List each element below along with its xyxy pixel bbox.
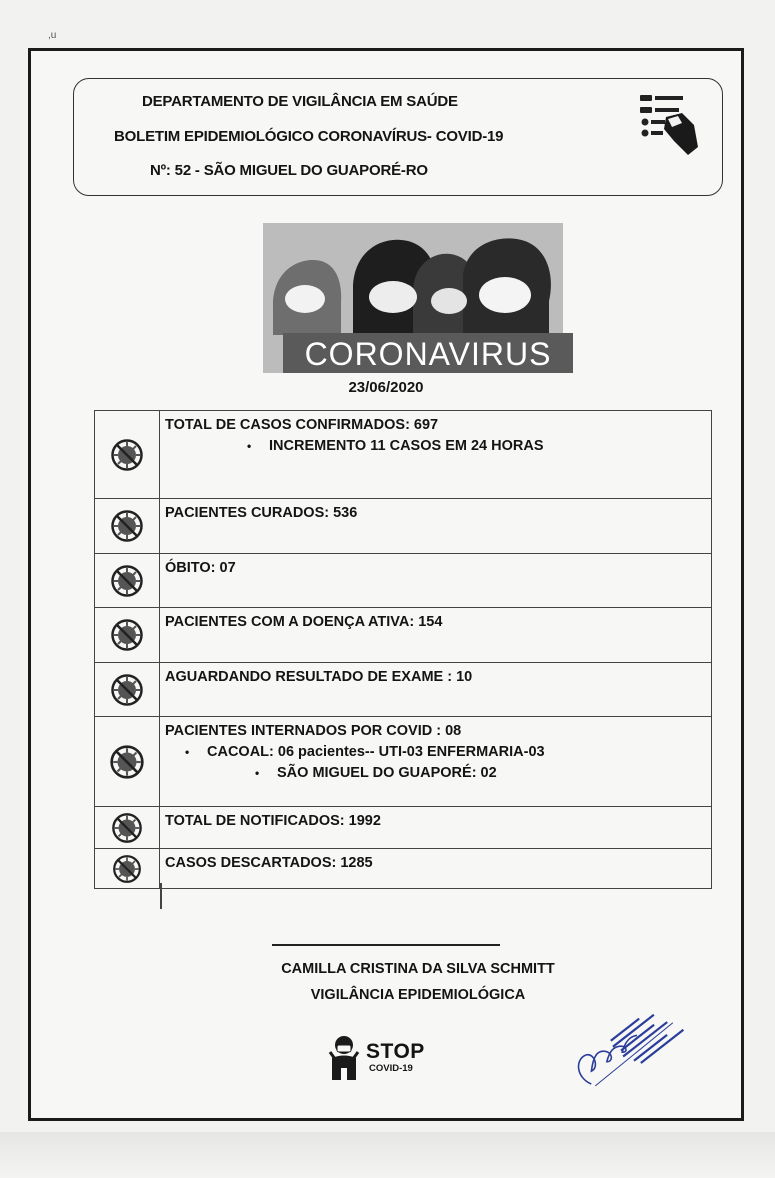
icon-cell — [95, 717, 160, 807]
table-row — [95, 411, 712, 499]
icon-cell — [95, 411, 160, 499]
no-virus-icon — [110, 438, 144, 472]
deaths-cell — [160, 554, 712, 608]
icon-cell — [95, 554, 160, 608]
table-row — [95, 499, 712, 554]
person-mask-icon — [326, 1034, 362, 1082]
bulletin-number: Nº: 52 - SÃO MIGUEL DO GUAPORÉ-RO — [150, 162, 428, 179]
table-row — [95, 807, 712, 849]
signature-line — [272, 944, 500, 946]
statistics-table — [94, 410, 712, 889]
icon-cell — [95, 807, 160, 849]
table-row — [95, 608, 712, 663]
cured-patients: PACIENTES CURADOS: 536 — [165, 505, 358, 521]
icon-cell — [95, 663, 160, 717]
stop-logo-word: STOP — [366, 1040, 425, 1063]
total-notified: TOTAL DE NOTIFICADOS: 1992 — [165, 813, 381, 829]
no-virus-icon — [110, 618, 144, 652]
stop-logo-subtitle: COVID-19 — [369, 1063, 413, 1074]
checklist-icon — [638, 89, 700, 159]
no-virus-icon — [110, 564, 144, 598]
banner-label: CORONAVIRUS — [304, 336, 552, 372]
notified-cell — [160, 807, 712, 849]
bulletin-title: BOLETIM EPIDEMIOLÓGICO CORONAVÍRUS- COVID-19 — [114, 128, 504, 145]
icon-cell — [95, 608, 160, 663]
scan-margin — [0, 1132, 775, 1178]
department-title: DEPARTAMENTO DE VIGILÂNCIA EM SAÚDE — [142, 93, 458, 110]
coronavirus-banner — [243, 215, 573, 373]
hospitalized-local: • SÃO MIGUEL DO GUAPORÉ: 02 — [165, 763, 711, 784]
confirmed-cases: TOTAL DE CASOS CONFIRMADOS: 697 — [165, 417, 439, 433]
pending-exams-cell — [160, 663, 712, 717]
table-row — [95, 663, 712, 717]
table-row — [95, 717, 712, 807]
signatory-name: CAMILLA CRISTINA DA SILVA SCHMITT — [281, 961, 555, 977]
header-box — [73, 78, 723, 196]
table-row — [95, 554, 712, 608]
active-cases: PACIENTES COM A DOENÇA ATIVA: 154 — [165, 614, 443, 630]
icon-cell — [95, 849, 160, 889]
no-virus-icon — [110, 509, 144, 543]
pending-exams: AGUARDANDO RESULTADO DE EXAME : 10 — [165, 669, 473, 685]
no-virus-icon — [111, 812, 143, 844]
no-virus-icon — [109, 744, 145, 780]
icon-cell — [95, 499, 160, 554]
no-virus-icon — [110, 673, 144, 707]
signatory-role: VIGILÂNCIA EPIDEMIOLÓGICA — [310, 987, 526, 1003]
table-tail-line — [160, 883, 162, 909]
hospitalized-cacoal: • CACOAL: 06 pacientes-- UTI-03 ENFERMARIA-03 — [165, 742, 711, 763]
hospitalized-cell — [160, 717, 712, 807]
deaths: ÓBITO: 07 — [165, 560, 236, 576]
active-cases-cell — [160, 608, 712, 663]
discarded-cases: CASOS DESCARTADOS: 1285 — [165, 855, 373, 871]
cured-patients-cell — [160, 499, 712, 554]
confirmed-cases-cell — [160, 411, 712, 499]
signature-stamp — [555, 987, 705, 1095]
stop-covid-logo — [326, 1034, 456, 1082]
increment-note: • INCREMENTO 11 CASOS EM 24 HORAS — [165, 436, 711, 457]
no-virus-icon — [112, 854, 142, 884]
bulletin-date: 23/06/2020 — [348, 379, 424, 396]
page-mark: ,u — [48, 30, 57, 41]
discarded-cell — [160, 849, 712, 889]
bulletin-page — [28, 48, 744, 1121]
hospitalized-patients: PACIENTES INTERNADOS POR COVID : 08 — [165, 723, 462, 739]
table-row — [95, 849, 712, 889]
